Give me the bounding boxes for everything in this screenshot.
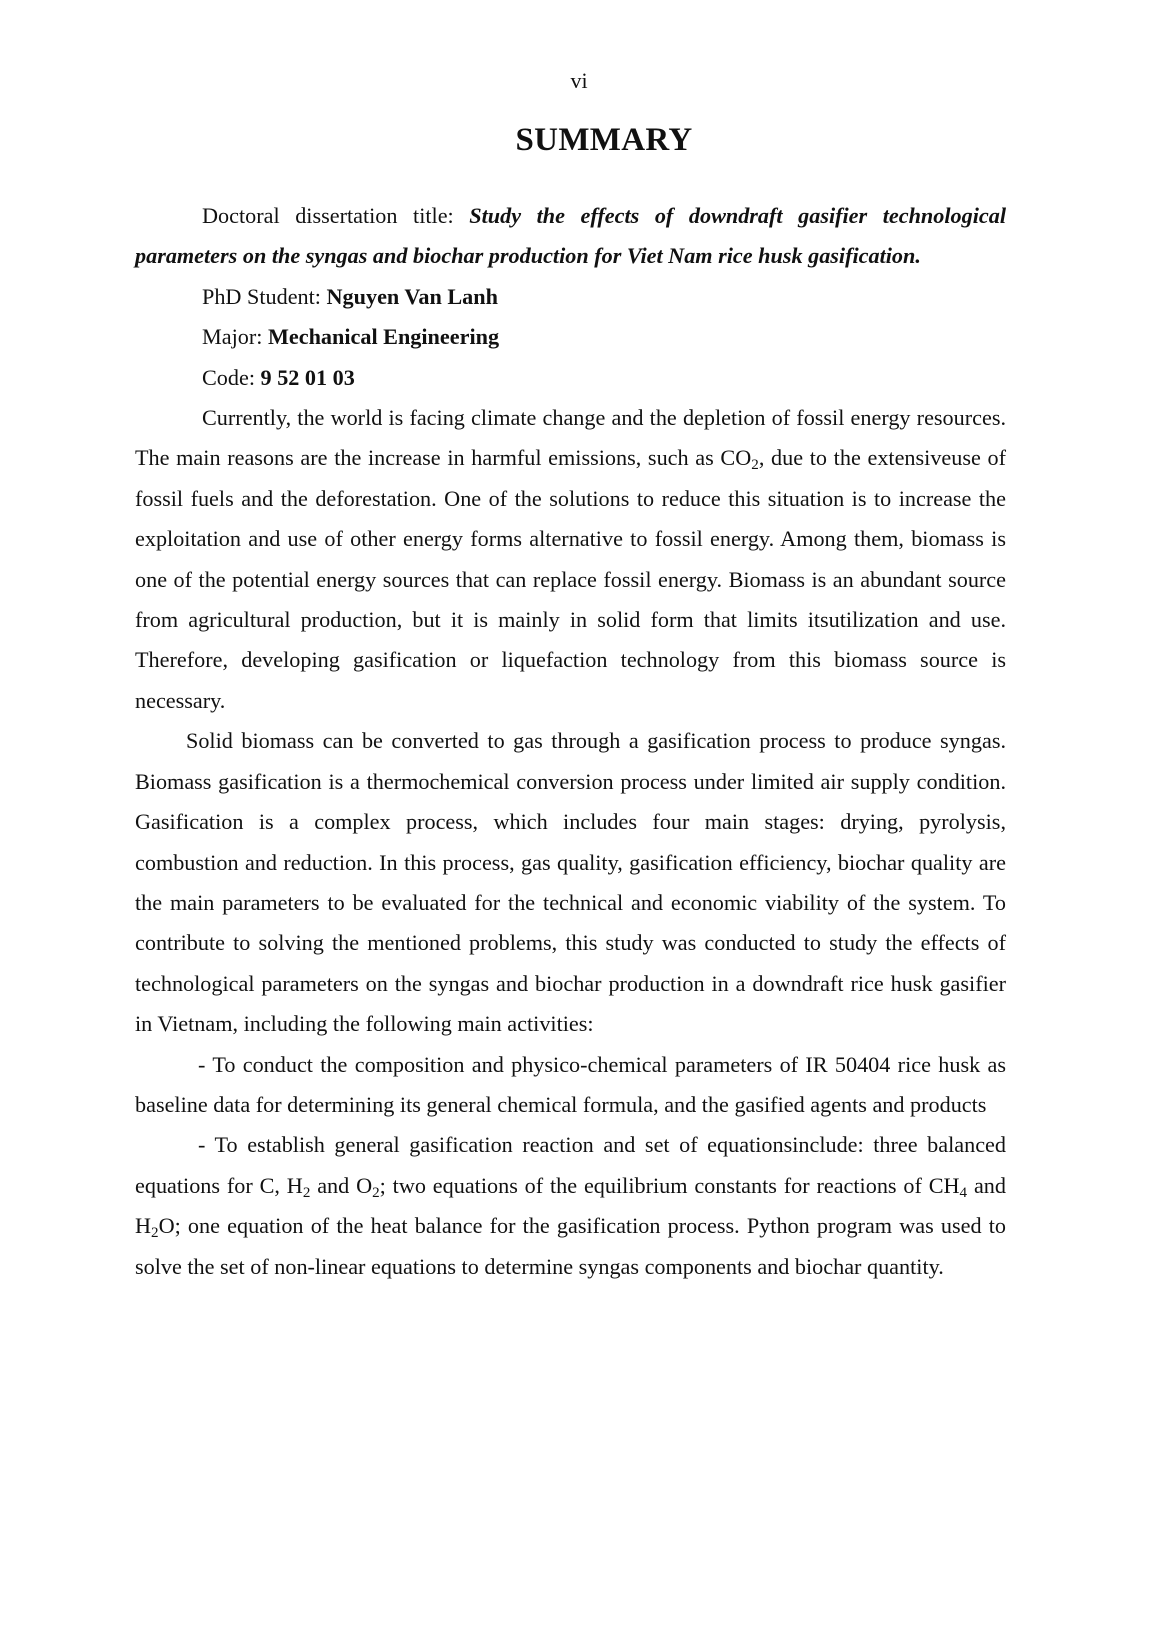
paragraph-4-text-e: O; one equation of the heat balance for the gasification process. Python program was used to solve the set of non-linear equations to determine syngas components and biochar quantity. <box>135 1213 1006 1279</box>
ch4-subscript: 4 <box>959 1184 968 1201</box>
code-label: Code: <box>202 364 261 390</box>
paragraph-4-text-a: - To establish general gasification reaction and set of equationsinclude: three balanced equations for C, H <box>135 1132 1006 1198</box>
dissertation-title: Study the effects of downdraft gasifier technological parameters on the syngas and biochar production for Viet Nam rice husk gasification. <box>135 203 1006 269</box>
h2-subscript: 2 <box>302 1184 311 1201</box>
dissertation-title-line <box>135 196 1006 277</box>
paragraph-2: Solid biomass can be converted to gas through a gasification process to produce syngas. Biomass gasification is a thermochemical conversion process under limited air supply condition. Gasification is a complex process, which includes four main stages: drying, pyrolysis, combustion and reduction. In this process, gas quality, gasification efficiency, biochar quality are the main parameters to be evaluated for the technical and economic viability of the system. To contribute to solving the mentioned problems, this study was conducted to study the effects of technological parameters on the syngas and biochar production in a downdraft rice husk gasifier in Vietnam, including the following main activities: <box>135 728 1006 1037</box>
paragraph-1-text-b: , due to the extensiveuse of fossil fuels and the deforestation. One of the solutions to reduce this situation is to increase the exploitation and use of other energy forms alternative to fossil energy. Among them, biomass is one of the potential energy sources that can replace fossil energy. Biomass is an abundant source from agricultural production, but it is mainly in solid form that limits itsutilization and use. Therefore, developing gasification or liquefaction technology from this biomass source is necessary. <box>135 445 1006 713</box>
paragraph-3-bullet: - To conduct the composition and physico-chemical parameters of IR 50404 rice husk as baseline data for determining its general chemical formula, and the gasified agents and products <box>135 1051 1006 1117</box>
page-title: SUMMARY <box>515 122 693 158</box>
student-line <box>135 277 1006 317</box>
paragraph-1 <box>135 398 1006 721</box>
student-label: PhD Student: <box>202 283 327 309</box>
paragraph-4-text-d: and H <box>135 1172 1006 1239</box>
paragraph-4-text-b: and O <box>310 1172 373 1198</box>
paragraph-4-bullet <box>135 1125 1006 1287</box>
o2-subscript: 2 <box>372 1184 380 1201</box>
major-line <box>135 317 1006 357</box>
student-name: Nguyen Van Lanh <box>326 283 498 309</box>
major-value: Mechanical Engineering <box>267 324 500 350</box>
page-number: vi <box>570 68 588 93</box>
co2-subscript: 2 <box>751 457 759 474</box>
major-label: Major: <box>202 324 268 350</box>
paragraph-1-text-a: Currently, the world is facing climate change and the depletion of fossil energy resources. The main reasons are the increase in harmful emissions, such as CO <box>135 405 1006 471</box>
code-line <box>135 358 1006 398</box>
summary-body <box>135 196 1006 1287</box>
dissertation-label: Doctoral dissertation title: <box>202 203 470 228</box>
h2o-subscript: 2 <box>151 1224 159 1241</box>
code-value: 9 52 01 03 <box>260 364 355 390</box>
paragraph-4-text-c: ; two equations of the equilibrium constants for reactions of CH <box>379 1172 960 1198</box>
